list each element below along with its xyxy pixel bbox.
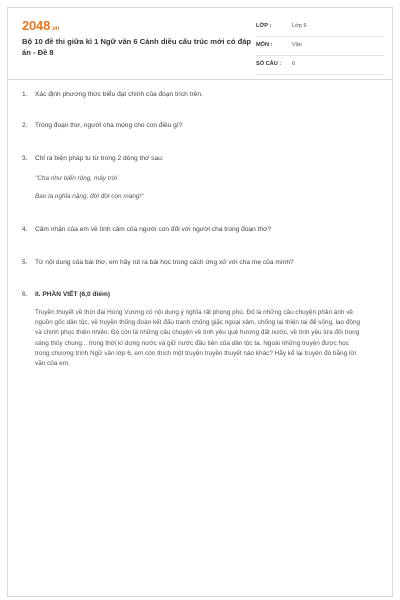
question-number: 5. <box>22 259 28 266</box>
question-number: 4. <box>22 226 28 233</box>
meta-label: SỐ CÂU : <box>256 61 282 67</box>
question-text: Từ nội dung của bài thơ, em hãy rút ra bài học trong cách ứng xử với cha mẹ của mình? <box>35 259 294 266</box>
document-title: Bộ 10 đề thi giữa kì 1 Ngữ văn 6 Cánh diều cấu trúc mới có đáp án - Đề 8 <box>22 37 252 57</box>
question-text: Cảm nhận của em về tình cảm của người con đối với người cha trong đoạn thơ? <box>35 226 272 233</box>
meta-row-class <box>256 20 384 37</box>
poem-quote-line: Bao la nghĩa nặng, đời đời con mang!" <box>35 193 144 200</box>
meta-row-subject <box>256 39 384 56</box>
meta-label: MÔN : <box>256 42 273 48</box>
question-text: Xác định phương thức biểu đạt chính của đoạn trích trên. <box>35 91 203 98</box>
meta-value: Lớp 6 <box>292 23 307 29</box>
writing-prompt-paragraph: Truyền thuyết về thời đại Hùng Vương có nội dung ý nghĩa rất phong phú. Đó là những câu chuyện phản ánh về nguồn gốc dân tộc, về truyền thống đoàn kết đấu tranh chống giặc ngoại xâm, chống lại thiên tai để sống, lao động và chinh phục thiên nhiên. Đó còn là những câu chuyện về tình yêu quê hương đất nước, về tình yêu lứa đôi trong sáng thủy chung... trong thời kì dựng nước và giữ nước đầu tiên của dân tộc ta. Ngoài những truyện được học trong chương trình Ngữ văn lớp 6, em còn thích một truyện truyền thuyết nào khác? Hãy kể lại truyện đó bằng lời văn của em. <box>35 309 361 368</box>
logo-main-text: 2048 <box>22 18 51 33</box>
question-number: 3. <box>22 155 28 162</box>
question-text: Chỉ ra biện pháp tu từ trong 2 dòng thơ sau: <box>35 155 164 162</box>
meta-value: Văn <box>292 42 302 48</box>
question-text: Trong đoạn thơ, người cha mong cho con điều gì? <box>35 122 183 129</box>
meta-row-question-count <box>256 58 384 75</box>
section-heading: II. PHẦN VIẾT (6,0 điểm) <box>35 291 111 298</box>
question-number: 2. <box>22 122 28 129</box>
site-logo[interactable] <box>22 18 59 33</box>
poem-quote-line: "Cha như biển rộng, mây trời <box>35 175 117 182</box>
logo-suffix: .vn <box>51 26 60 32</box>
worksheet-header <box>8 8 392 80</box>
question-number: 1. <box>22 91 28 98</box>
meta-value: 6 <box>292 61 296 67</box>
meta-table <box>256 20 384 77</box>
question-number: 6. <box>22 291 28 298</box>
meta-label: LỚP : <box>256 23 272 29</box>
worksheet-page <box>7 7 393 597</box>
